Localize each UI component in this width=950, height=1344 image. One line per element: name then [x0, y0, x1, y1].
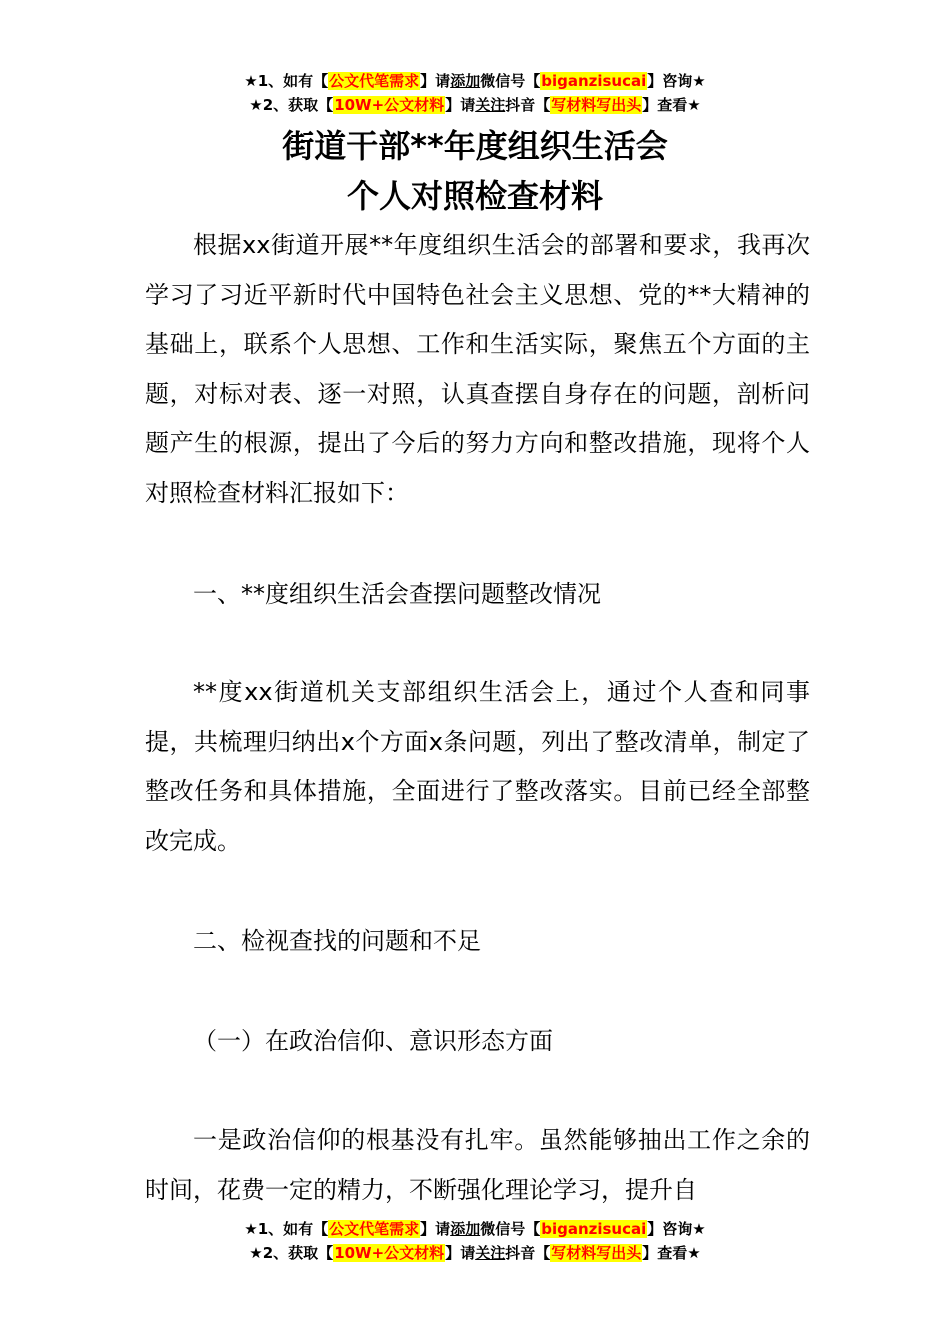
wechat-id-highlight: biganzisucai: [541, 1220, 647, 1238]
promo-text: 抖音【: [505, 1244, 551, 1262]
underlined-text: 添加: [450, 1220, 481, 1238]
highlight-text: 10W+公文材料: [334, 96, 445, 114]
promo-text: 】请: [445, 96, 476, 114]
promo-line-2: [0, 93, 950, 117]
bottom-promo-banner: [0, 1217, 950, 1265]
promo-text: ★1、如有【: [244, 72, 329, 90]
highlight-text: 公文代笔需求: [329, 1220, 420, 1238]
document-subtitle: 个人对照检查材料: [346, 177, 603, 215]
promo-text: 抖音【: [505, 96, 551, 114]
douyin-id-highlight: 写材料写出头: [551, 96, 642, 114]
wechat-id-highlight: biganzisucai: [541, 72, 647, 90]
promo-text: 】请: [420, 1220, 451, 1238]
promo-text: 微信号【: [480, 1220, 541, 1238]
underlined-text: 关注: [475, 1244, 506, 1262]
underlined-text: 添加: [450, 72, 481, 90]
promo-text: 】请: [445, 1244, 476, 1262]
highlight-text: 10W+公文材料: [334, 1244, 445, 1262]
intro-paragraph: 根据xx街道开展**年度组织生活会的部署和要求，我再次学习了习近平新时代中国特色社会主义思想、党的**大精神的基础上，联系个人思想、工作和生活实际，聚焦五个方面的主题，对标对表、逐一对照，认真查摆自身存在的问题，剖析问题产生的根源，提出了今后的努力方向和整改措施，现将个人对照检查材料汇报如下：: [145, 231, 810, 507]
promo-line-1: [0, 69, 950, 93]
promo-line-2: [0, 1241, 950, 1265]
promo-text: 】咨询★: [647, 72, 706, 90]
douyin-id-highlight: 写材料写出头: [551, 1244, 642, 1262]
promo-text: 】请: [420, 72, 451, 90]
subsection-1-paragraph: 一是政治信仰的根基没有扎牢。虽然能够抽出工作之余的时间，花费一定的精力，不断强化理论学习，提升自: [145, 1126, 810, 1204]
promo-text: 】咨询★: [647, 1220, 706, 1238]
section-1-paragraph: **度xx街道机关支部组织生活会上，通过个人查和同事提，共梳理归纳出x个方面x条问题，列出了整改清单，制定了整改任务和具体措施，全面进行了整改落实。目前已经全部整改完成。: [145, 678, 810, 855]
promo-text: ★1、如有【: [244, 1220, 329, 1238]
promo-text: 】查看★: [642, 96, 701, 114]
promo-text: ★2、获取【: [249, 96, 334, 114]
section-heading-1: 一、**度组织生活会查摆问题整改情况: [193, 580, 601, 608]
top-promo-banner: [0, 69, 950, 117]
promo-text: 微信号【: [480, 72, 541, 90]
section-heading-2: 二、检视查找的问题和不足: [193, 927, 481, 955]
highlight-text: 公文代笔需求: [329, 72, 420, 90]
document-title: 街道干部**年度组织生活会: [282, 127, 668, 165]
promo-text: 】查看★: [642, 1244, 701, 1262]
subsection-heading-1: （一）在政治信仰、意识形态方面: [193, 1027, 553, 1055]
underlined-text: 关注: [475, 96, 506, 114]
promo-text: ★2、获取【: [249, 1244, 334, 1262]
promo-line-1: [0, 1217, 950, 1241]
